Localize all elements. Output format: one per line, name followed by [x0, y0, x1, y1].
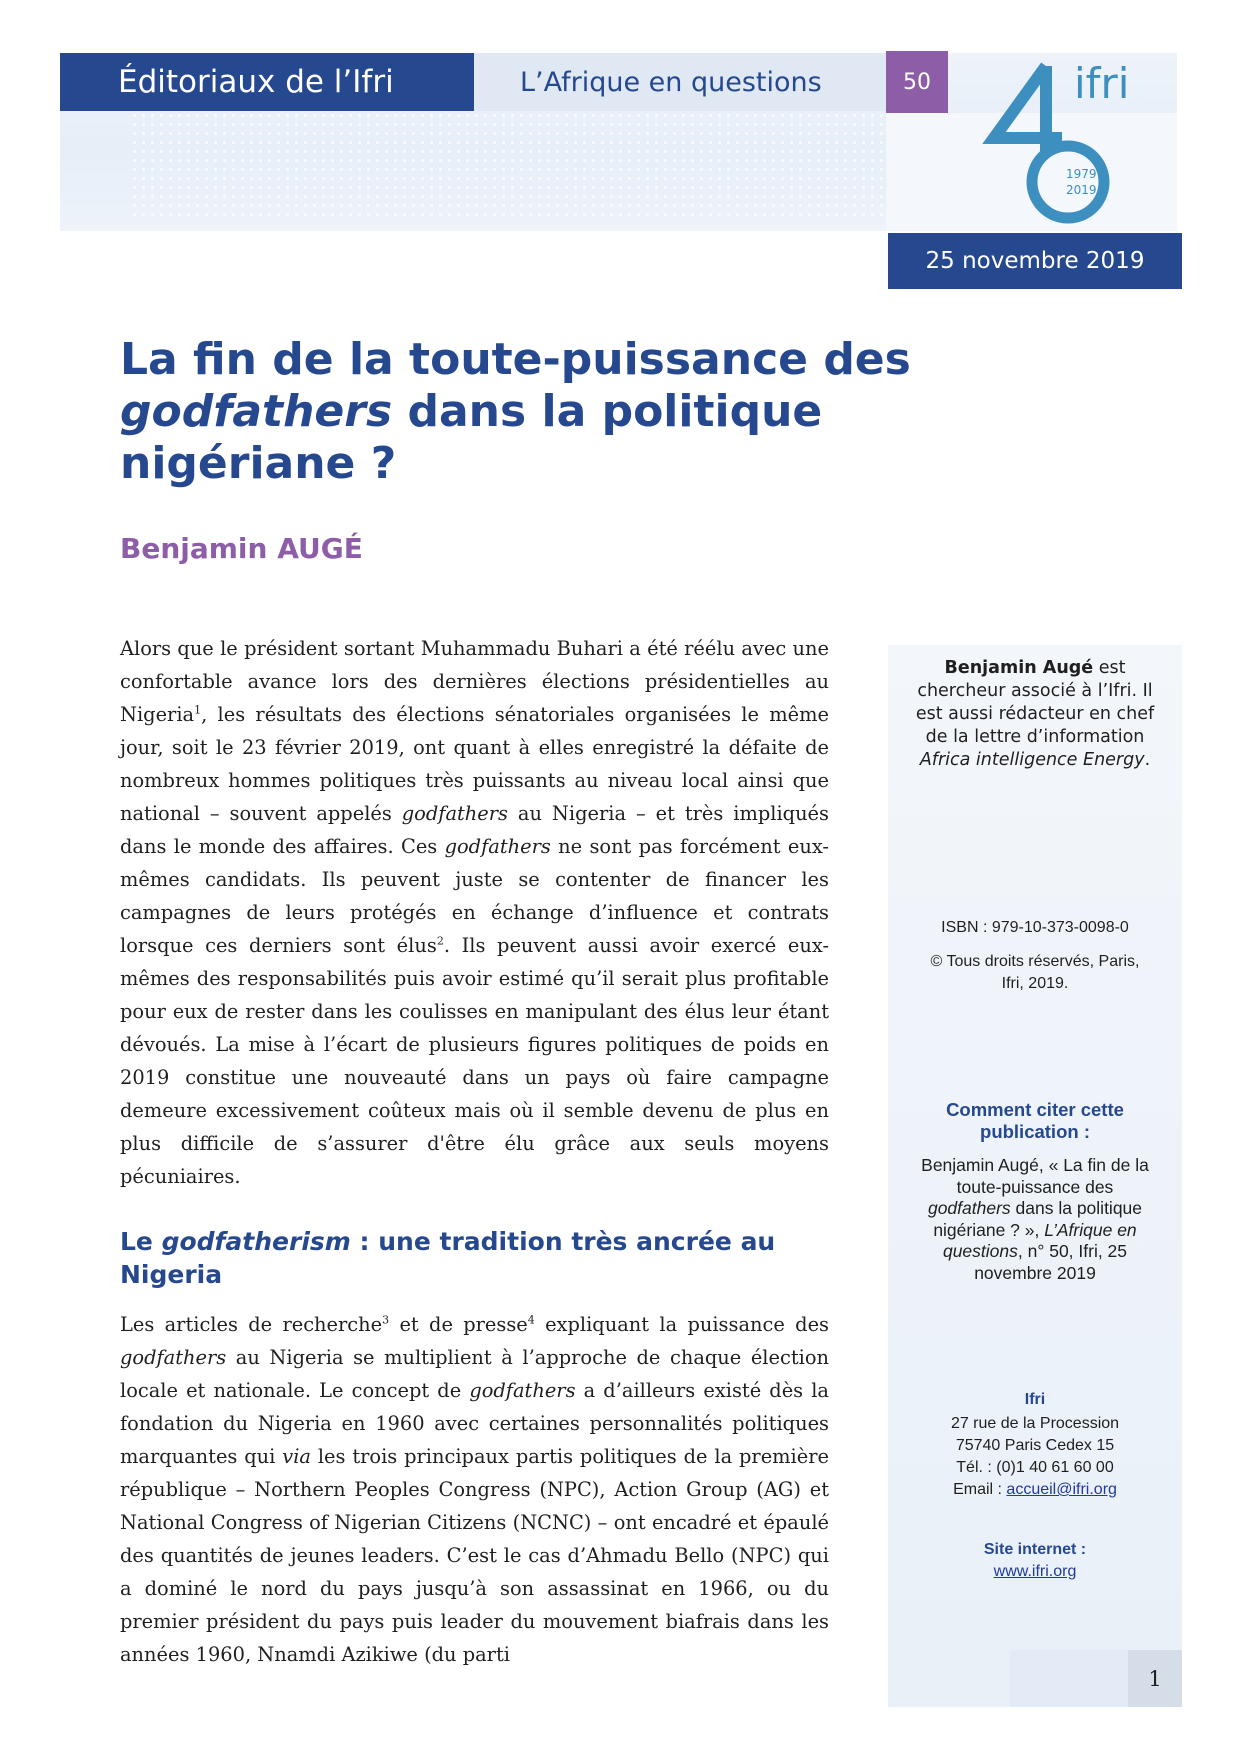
logo-year-start: 1979	[1066, 167, 1097, 181]
body-paragraph-1: Alors que le président sortant Muhammadu Buhari a été réélu avec une confortable avance lors des dernières élections présidentielles au Nigeria$^1$, les résultats des élections sénatoriales organisées le même jour, soit le 23 février 2019, ont quant à elles enregistré la défaite de nombreux hommes politiques très puissants au niveau local ainsi que national – souvent appelés godfathers au Nigeria – et très impliqués dans le monde des affaires. Ces godfathers ne sont pas forcément eux-mêmes candidats. Ils peuvent juste se contenter de financer les campagnes de leurs protégés en échange d’influence et contrats lorsque ces derniers sont élus$^2$. Ils peuvent aussi avoir exercé eux-mêmes des responsabilités puis avoir estimé qu’il serait plus profitable pour eux de rester dans les coulisses en manipulant des élus leur étant dévoués. La mise à l’écart de plusieurs figures politiques de poids en 2019 constitue une nouveauté dans un pays où faire campagne demeure excessivement coûteux mais où il semble devenu de plus en plus difficile de s’assurer d'être élu grâce aux seuls moyens pécuniaires.	[120, 637, 829, 1188]
article-title: La fin de la toute-puissance des godfathers dans la politique nigériane ?	[120, 334, 911, 489]
article-author: Benjamin AUGÉ	[120, 532, 363, 565]
website-link[interactable]: www.ifri.org	[993, 1563, 1077, 1580]
copyright: © Tous droits réservés, Paris, Ifri, 2019.	[930, 953, 1140, 992]
isbn: ISBN : 979-10-373-0098-0	[941, 919, 1129, 936]
section-heading: Le godfatherism : une tradition très ancrée au Nigeria	[120, 1227, 776, 1289]
page-number-tab	[1010, 1650, 1128, 1707]
email-link[interactable]: accueil@ifri.org	[1006, 1481, 1117, 1498]
footnote-ref: 2	[436, 934, 444, 948]
author-bio: Benjamin Augé est chercheur associé à l’Ifri. Il est aussi rédacteur en chef de la lettre d’information Africa intelligence Energy.	[915, 658, 1155, 770]
subseries-title: L’Afrique en questions	[474, 53, 886, 111]
body-paragraph-2: Les articles de recherche$^3$ et de presse$^4$ expliquant la puissance des godfathers au Nigeria se multiplient à l’approche de chaque élection locale et nationale. Le concept de godfathers a d’ailleurs existé dès la fondation du Nigeria en 1960 avec certaines personnalités politiques marquantes qui via les trois principaux partis politiques de la première république – Northern Peoples Congress (NPC), Action Group (AG) et National Congress of Nigerian Citizens (NCNC) – ont encadré et épaulé des quantités de jeunes leaders. C’est le cas d’Ahmadu Bello (NPC) qui a dominé le nord du pays jusqu’à son assassinat en 1966, ou du premier président du pays puis leader du mouvement biafrais dans les années 1960, Nnamdi Azikiwe (du parti	[120, 1313, 829, 1666]
institute-address: 27 rue de la Procession 75740 Paris Cedex 15 Tél. : (0)1 40 61 60 00 Email : accueil@ifri.org	[950, 1415, 1120, 1498]
institute-heading: Ifri	[1024, 1391, 1046, 1408]
ifri-40-years-logo	[980, 58, 1135, 228]
series-title: Éditoriaux de l’Ifri	[60, 53, 474, 111]
logo-wordmark: ifri	[1074, 59, 1130, 108]
logo-year-end: 2019	[1066, 183, 1097, 197]
footnote-ref: 3	[382, 1313, 390, 1327]
world-map-dots	[130, 111, 890, 221]
citation-text: Benjamin Augé, « La fin de la toute-puissance des godfathers dans la politique nigériane ? », L’Afrique en questions, n° 50, Ifri, 25 novembre 2019	[921, 1155, 1149, 1283]
footnote-ref: 4	[527, 1313, 535, 1327]
sidebar	[888, 645, 1182, 1707]
website-heading: Site internet :	[983, 1541, 1087, 1558]
footnote-ref: 1	[194, 703, 202, 717]
page-number: 1	[1128, 1650, 1182, 1707]
issue-number: 50	[886, 51, 948, 113]
citation-heading: Comment citer cette publication :	[946, 1099, 1124, 1142]
publication-date: 25 novembre 2019	[888, 233, 1182, 289]
